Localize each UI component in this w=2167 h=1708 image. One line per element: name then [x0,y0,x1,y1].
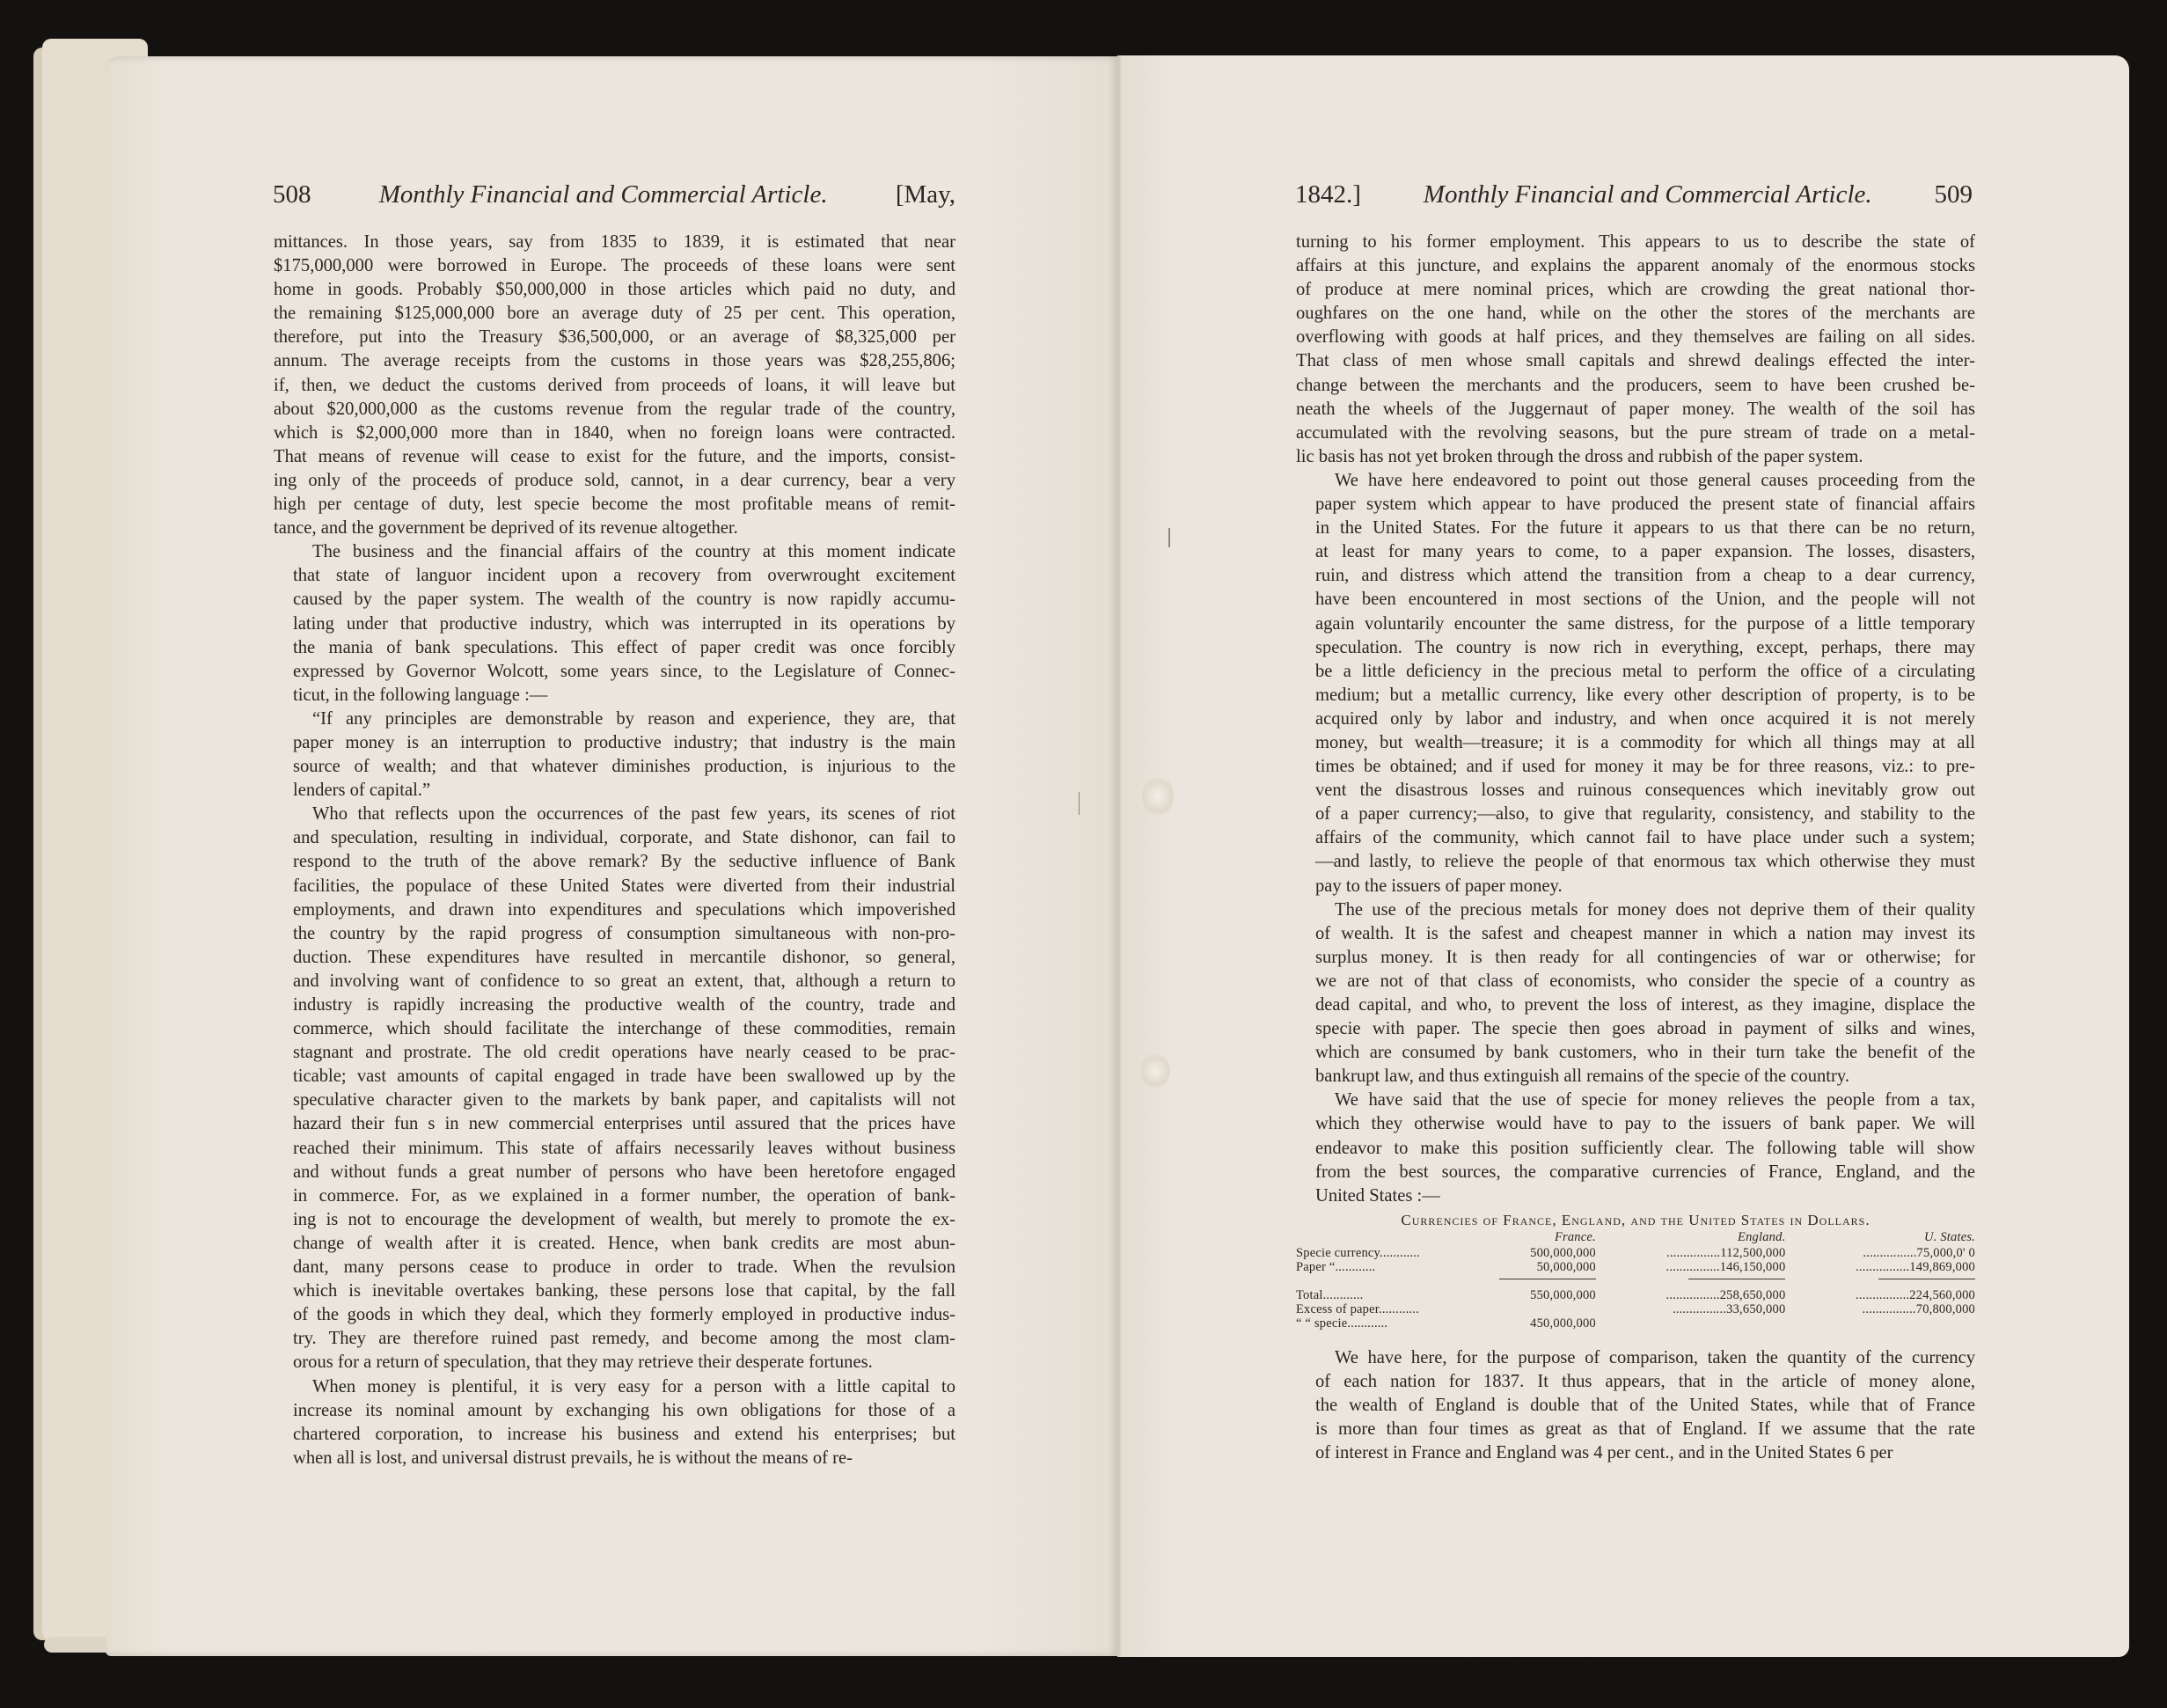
table-cell: ................75,000,0' 0 [1863,1245,1975,1260]
paragraph [1296,1089,1975,1207]
left-page-header [273,180,955,209]
text-line: facilities, the populace of these United States were diverted from their industrial [293,876,955,896]
paragraph [274,803,955,1374]
text-line: speculative character given to the markets by bank paper, and capitalists will not [293,1090,955,1111]
text-line: overflowing with goods at half prices, and they themselves are failing on all sides. [1296,327,1975,348]
text-line: the mania of bank speculations. This effect of paper credit was once forcibly [293,637,955,657]
text-line: ing is not to encourage the development of wealth, but merely to promote the ex- [293,1209,955,1229]
table-cell: ................149,869,000 [1856,1259,1975,1274]
text-line: the wealth of England is double that of the United States, while that of France [1315,1396,1975,1416]
text-line: of interest in France and England was 4 per cent., and in the United States 6 per [1315,1443,1893,1463]
text-line: expressed by Governor Wolcott, some years since, to the Legislature of Connec- [293,661,955,681]
table-row [1296,1316,1975,1330]
text-line: of the goods in which they deal, which they formerly employed in productive indus- [293,1305,955,1325]
text-line: home in goods. Probably $50,000,000 in those articles which paid no duty, and [274,280,955,300]
table-cell: Excess of paper............ [1296,1301,1419,1316]
text-line: specie with paper. The specie then goes abroad in payment of silks and wines, [1315,1019,1975,1039]
table-header-cell: England. [1738,1229,1786,1244]
text-line: mittances. In those years, say from 1835 to 1839, it is estimated that near [274,232,955,252]
table-cell: ................146,150,000 [1666,1259,1786,1274]
table-title: Currencies of France, England, and the United States in Dollars. [1401,1211,1871,1228]
text-line: and without funds a great number of persons who have been heretofore engaged [293,1162,955,1182]
text-line: change between the merchants and the producers, seem to have been crushed be- [1296,375,1975,395]
table-row [1296,1246,1975,1260]
text-line: ticable; vast amounts of capital engaged in trade have been swallowed up by the [293,1067,955,1087]
text-line: vent the disastrous losses and ruinous consequences which inevitably grow out [1315,781,1975,801]
page-stack-bottom [44,1637,114,1653]
table-cell: “ “ specie............ [1296,1316,1388,1330]
text-line: industry is rapidly increasing the productive wealth of the country, trade and [293,995,955,1015]
text-line: dant, many persons cease to produce in order to trade. When the revulsion [293,1257,955,1278]
table-cell: ................33,650,000 [1672,1301,1786,1316]
text-line: from the best sources, the comparative currencies of France, England, and the [1315,1162,1975,1182]
text-line: orous for a return of speculation, that they may retrieve their desperate fortunes. [293,1352,873,1373]
text-line: endeavor to make this position sufficiently clear. The following table will show [1315,1138,1975,1158]
text-line: The business and the financial affairs of the country at this moment indicate [312,542,955,562]
table-row [1296,1302,1975,1316]
text-line: acquired only by labor and industry, and when once acquired it is not merely [1315,708,1975,729]
text-line: of produce at mere nominal prices, which are crowding the great national thor- [1296,280,1975,300]
text-line: times be obtained; and if used for money it may be for three reasons, viz.: to pre- [1315,757,1975,777]
table-cell: 450,000,000 [1530,1316,1596,1330]
binding-hole-mark [1142,774,1174,818]
text-line: ruin, and distress which attend the transition from a cheap to a dear currency, [1315,566,1975,586]
text-line: and involving want of confidence to so great an extent, that, although a return to [293,971,955,991]
text-line: reached their minimum. This state of affairs necessarily leaves without business [293,1138,955,1158]
table-cell: ................224,560,000 [1856,1287,1975,1302]
text-line: ticut, in the following language :— [293,685,548,705]
table-header-cell: France. [1554,1229,1596,1244]
text-line: employments, and drawn into expenditures and speculations which impoverished [293,899,955,920]
text-line: annum. The average receipts from the customs in those years was $28,255,806; [274,351,955,371]
paragraph [1296,898,1975,1089]
body-after-table [1296,1346,1975,1465]
paragraph [1296,231,1975,469]
table-cell: ................258,650,000 [1666,1287,1786,1302]
table-header-row [1296,1230,1975,1246]
page-number: 508 [273,180,311,209]
text-line: stagnant and prostrate. The old credit operations have nearly ceased to be prac- [293,1043,955,1063]
text-line: have been encountered in most sections of the Union, and the people will not [1315,590,1975,610]
text-line: the remaining $125,000,000 bore an average duty of 25 per cent. This operation, [274,304,955,324]
paragraph [1296,469,1975,898]
table-row [1296,1260,1975,1274]
text-line: money, but wealth—treasure; it is a commodity for which all things may at all [1315,732,1975,752]
text-line: affairs of the community, which cannot fail to have place under such a system; [1315,828,1975,848]
right-page-header [1295,180,1973,209]
text-line: medium; but a metallic currency, like every other description of property, is to be [1315,685,1975,705]
currency-table [1296,1213,1975,1330]
text-line: caused by the paper system. The wealth of the country is now rapidly accumu- [293,590,955,610]
text-line: lenders of capital.” [293,781,431,801]
text-line: respond to the truth of the above remark? By the seductive influence of Bank [293,852,955,872]
text-line: commerce, which should facilitate the interchange of these commodities, remain [293,1019,955,1039]
table-cell: ................112,500,000 [1666,1245,1786,1260]
text-line: of a paper currency;—also, to give that regularity, consistency, and stability to the [1315,804,1975,825]
book-gutter [1117,55,1121,1657]
text-line: change of wealth after it is created. Hence, when bank credits are most abun- [293,1233,955,1253]
text-line: at least for many years to come, to a paper expansion. The losses, disasters, [1315,542,1975,562]
text-line: dead capital, and who, to prevent the loss of interest, as they imagine, displace the [1315,995,1975,1015]
text-line: $175,000,000 were borrowed in Europe. The proceeds of these loans were sent [274,256,955,276]
text-line: is more than four times as great as that of England. If we assume that the rate [1315,1419,1975,1440]
text-line: speculation. The country is now rich in everything, except, perhaps, there may [1315,637,1975,657]
table-cell: 50,000,000 [1536,1259,1596,1274]
binding-hole-mark [1140,1052,1170,1090]
table-cell: 500,000,000 [1530,1245,1596,1260]
paragraph [274,707,955,803]
text-line: in the United States. For the future it appears to us that there can be no return, [1315,518,1975,539]
table-row [1296,1288,1975,1302]
text-line: oughfares on the one hand, while on the other the stores of the merchants are [1296,304,1975,324]
thread-mark [1079,792,1080,815]
table-header-cell: U. States. [1924,1229,1975,1244]
text-line: surplus money. It is then ready for all contingencies of war or otherwise; for [1315,947,1975,967]
text-line: increase its nominal amount by exchanging his own obligations for those of a [293,1400,955,1420]
table-cell: Paper “............ [1296,1259,1376,1274]
text-line: which is inevitable overtakes banking, these persons lose that capital, by the fall [293,1281,955,1301]
running-title: Monthly Financial and Commercial Article. [1423,180,1872,209]
text-line: if, then, we deduct the customs derived from proceeds of loans, it will leave but [274,375,955,395]
text-line: which is $2,000,000 more than in 1840, when no foreign loans were contracted. [274,422,955,443]
table-header-cell [1296,1230,1428,1246]
text-line: United States :— [1315,1185,1440,1206]
text-line: That means of revenue will cease to exist for the future, and the imports, consist- [274,446,955,466]
text-line: We have here endeavored to point out those general causes proceeding from the [1335,470,1975,490]
paragraph [1296,1346,1975,1465]
thread-mark [1168,528,1170,547]
table-cell: 550,000,000 [1530,1287,1596,1302]
text-line: “If any principles are demonstrable by reason and experience, they are, that [312,708,955,729]
text-line: neath the wheels of the Juggernaut of paper money. The wealth of the soil has [1296,399,1975,419]
table-cell: Total............ [1296,1287,1364,1302]
right-page-body [1296,231,1975,1465]
text-line: lating under that productive industry, which was interrupted in its operations by [293,613,955,634]
table-cell [1428,1302,1595,1316]
text-line: which they otherwise would have to pay to the issuers of bank paper. We will [1315,1114,1975,1134]
text-line: pay to the issuers of paper money. [1315,876,1563,896]
table-cell: Specie currency............ [1296,1245,1420,1260]
left-page-body [274,231,955,1470]
year-marker: 1842.] [1295,180,1361,209]
text-line: chartered corporation, to increase his business and extend his enterprises; but [293,1424,955,1444]
page-number: 509 [1934,180,1973,209]
text-line: that state of languor incident upon a recovery from overwrought excitement [293,566,955,586]
text-line: high per centage of duty, lest specie become the most profitable means of remit- [274,495,955,515]
text-line: The use of the precious metals for money does not deprive them of their quality [1335,899,1975,920]
text-line: ing only of the proceeds of produce sold, cannot, in a dear currency, bear a very [274,470,955,490]
paragraph [274,1375,955,1470]
month-marker: [May, [895,180,955,209]
table-rule-row [1296,1274,1975,1288]
text-line: We have said that the use of specie for money relieves the people from a tax, [1335,1090,1975,1111]
table-body [1296,1246,1975,1330]
text-line: affairs at this juncture, and explains the apparent anomaly of the enormous stocks [1296,256,1975,276]
text-line: we are not of that class of economists, who consider the specie of a country as [1315,971,1975,991]
text-line: the country by the rapid progress of consumption simultaneous with non-pro- [293,923,955,943]
text-line: which are consumed by bank customers, who in their turn take the benefit of the [1315,1043,1975,1063]
text-line: —and lastly, to relieve the people of that enormous tax which otherwise they must [1315,852,1975,872]
text-line: of each nation for 1837. It thus appears, that in the article of money alone, [1315,1371,1975,1391]
running-title: Monthly Financial and Commercial Article. [378,180,828,209]
text-line: accumulated with the revolving seasons, but the pure stream of trade on a metal- [1296,422,1975,443]
text-line: bankrupt law, and thus extinguish all remains of the specie of the country. [1315,1067,1849,1087]
table-cell [1596,1316,1786,1330]
text-line: therefore, put into the Treasury $36,500,000, or an average of $8,325,000 per [274,327,955,348]
text-line: source of wealth; and that whatever diminishes production, is injurious to the [293,757,955,777]
table-cell: ................70,800,000 [1862,1301,1975,1316]
text-line: of wealth. It is the safest and cheapest manner in which a nation may invest its [1315,923,1975,943]
text-line: about $20,000,000 as the customs revenue from the regular trade of the country, [274,399,955,419]
text-line: be a little deficiency in the precious metal to perform the office of a circulating [1315,661,1975,681]
text-line: try. They are therefore ruined past remedy, and become among the most clam- [293,1329,955,1349]
paragraph [274,231,955,540]
text-line: lic basis has not yet broken through the dross and rubbish of the paper system. [1296,446,1863,466]
text-line: When money is plentiful, it is very easy for a person with a little capital to [312,1376,955,1396]
text-line: again voluntarily encounter the same distress, for the purpose of a little temporary [1315,613,1975,634]
text-line: We have here, for the purpose of comparison, taken the quantity of the currency [1335,1347,1975,1367]
text-line: tance, and the government be deprived of its revenue altogether. [274,518,738,539]
text-line: duction. These expenditures have resulted in mercantile dishonor, so general, [293,947,955,967]
text-line: That class of men whose small capitals and shrewd dealings effected the inter- [1296,351,1975,371]
text-line: paper money is an interruption to productive industry; that industry is the main [293,732,955,752]
body-before-table [1296,231,1975,1208]
text-line: Who that reflects upon the occurrences of the past few years, its scenes of riot [312,804,955,825]
text-line: and speculation, resulting in individual, corporate, and State dishonor, can fail to [293,828,955,848]
text-line: paper system which appear to have produced the present state of financial affairs [1315,495,1975,515]
text-line: when all is lost, and universal distrust prevails, he is without the means of re- [293,1448,853,1468]
currency-table-grid [1296,1230,1975,1330]
text-line: in commerce. For, as we explained in a former number, the operation of bank- [293,1185,955,1206]
text-line: hazard their fun s in new commercial enterprises until assured that the prices have [293,1114,955,1134]
paragraph [274,540,955,707]
table-cell [1785,1316,1975,1330]
text-line: turning to his former employment. This appears to us to describe the state of [1296,232,1975,252]
